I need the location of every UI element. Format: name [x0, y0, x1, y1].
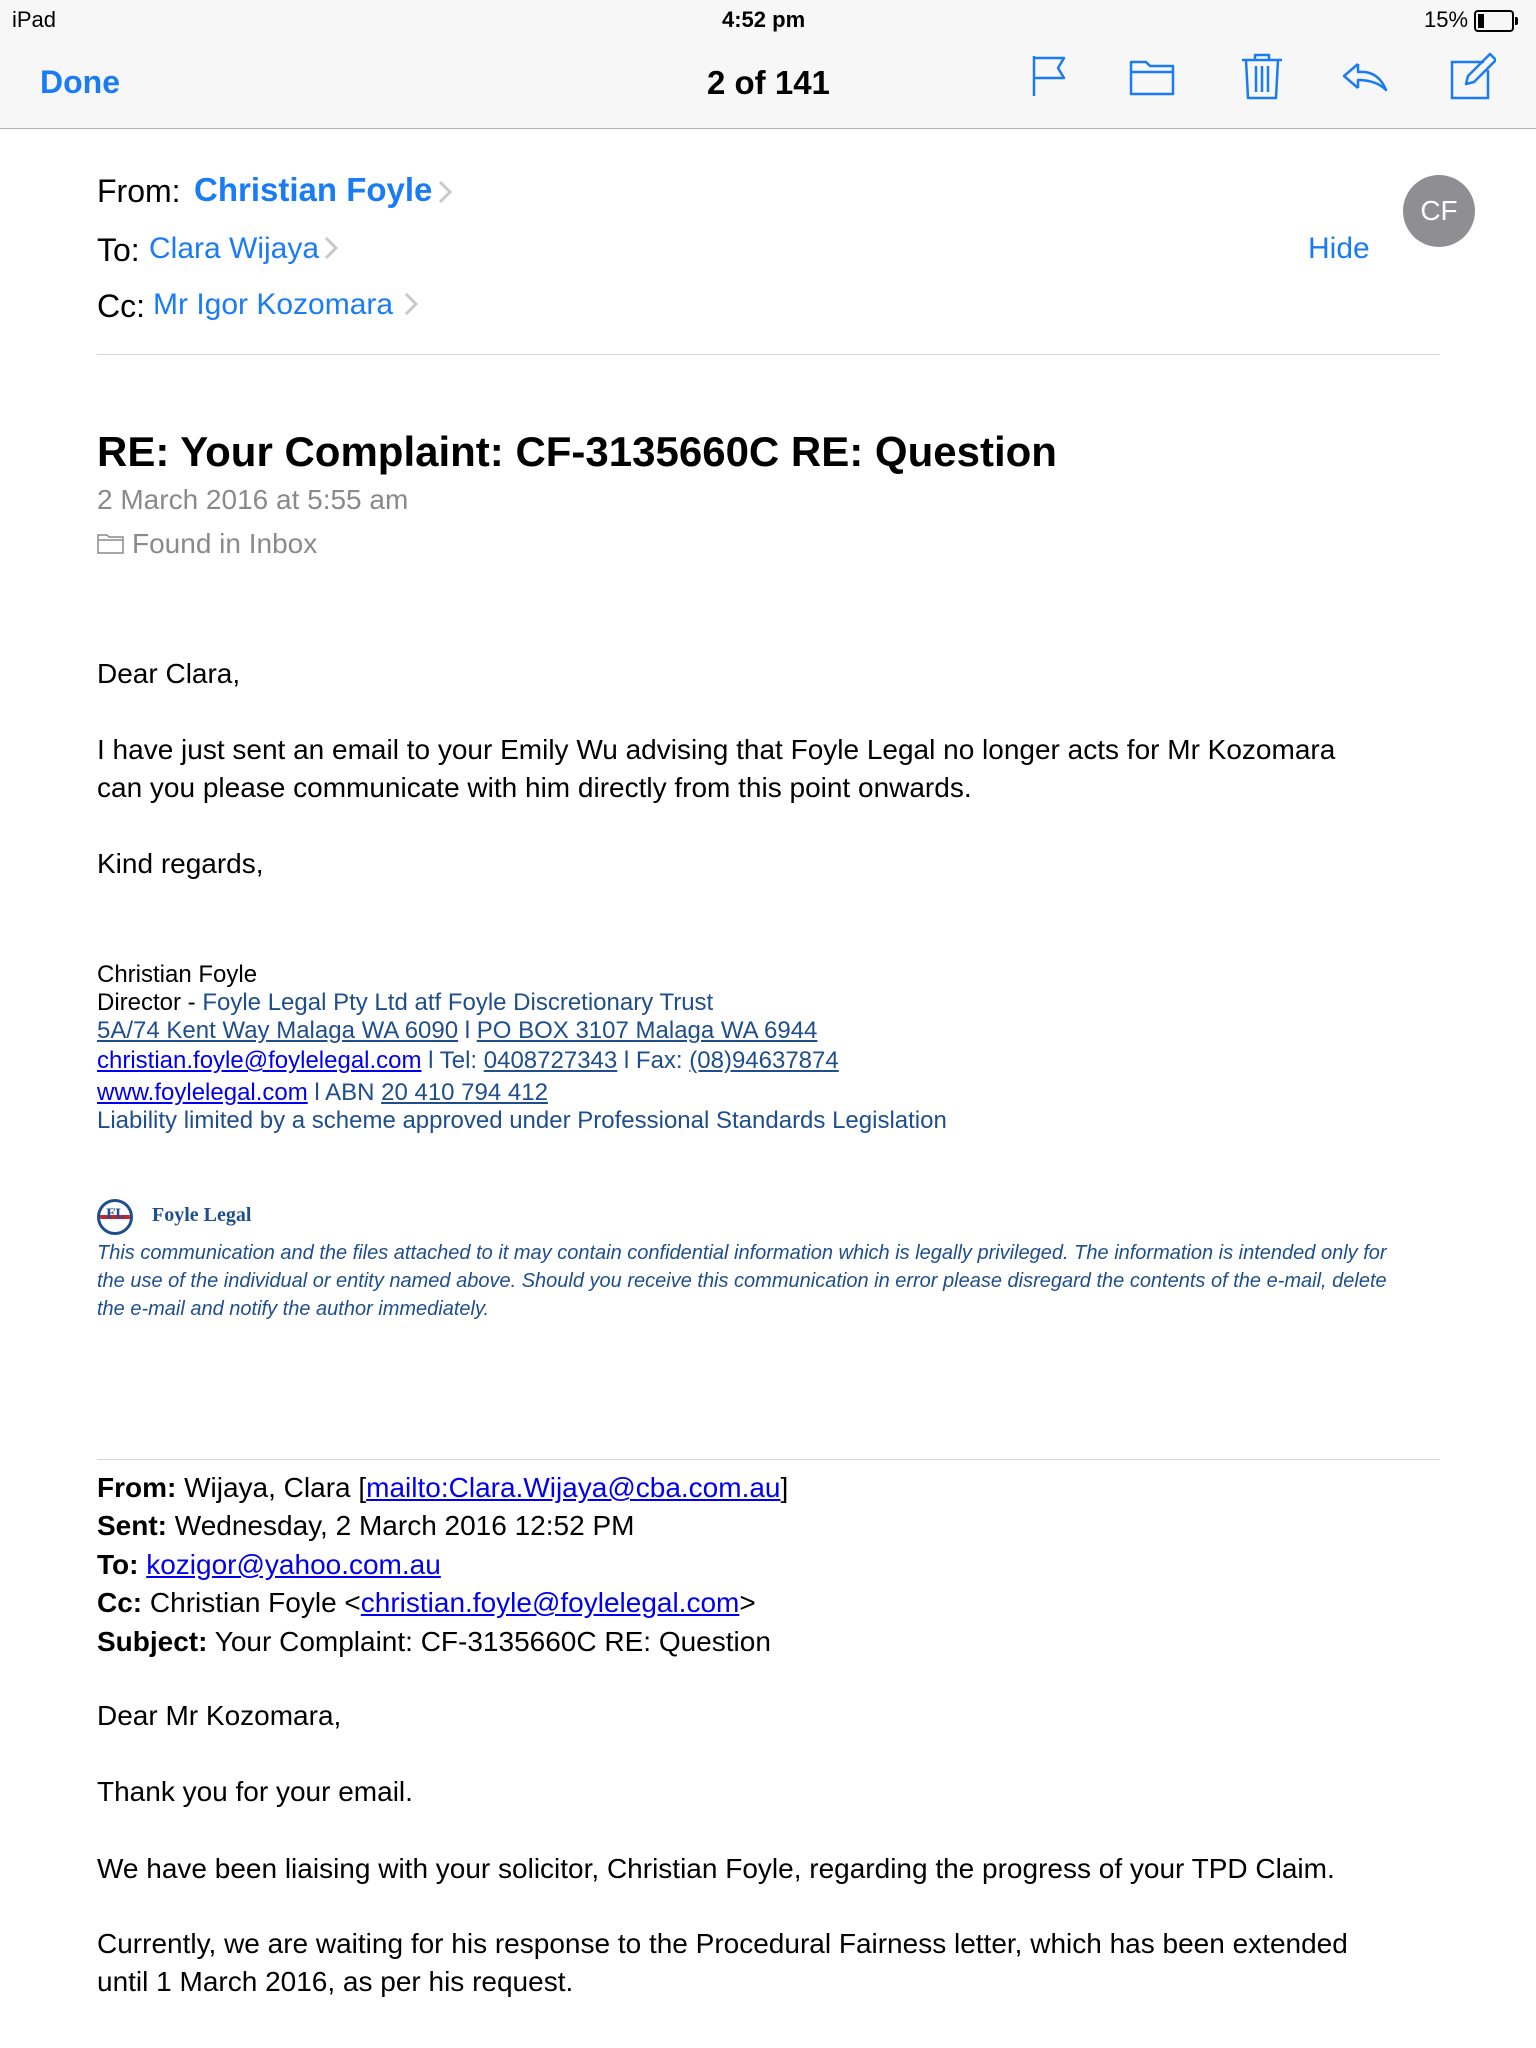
done-button[interactable]: Done: [40, 64, 120, 100]
quoted-subject-label: Subject:: [97, 1626, 208, 1657]
fax-link[interactable]: (08)94637874: [689, 1047, 839, 1074]
signature-web-line: [97, 1078, 548, 1107]
mailbox-location[interactable]: Found in Inbox: [132, 528, 318, 559]
quoted-to-label: To:: [97, 1549, 139, 1580]
bracket: ]: [780, 1472, 789, 1503]
quoted-sent-line: [97, 1507, 634, 1546]
compose-icon[interactable]: [1448, 52, 1496, 100]
fax-label: l Fax:: [617, 1047, 690, 1074]
status-time: 4:52 pm: [722, 7, 806, 32]
chevron-right-icon: [324, 236, 338, 260]
tel-label: l Tel:: [421, 1047, 484, 1074]
body-line: I have just sent an email to your Emily Wu advising that Foyle Legal no longer acts for Mr Kozomara: [97, 734, 1336, 765]
cc-recipient[interactable]: Mr Igor Kozomara: [153, 288, 394, 321]
quoted-greeting: Dear Mr Kozomara,: [97, 1700, 342, 1731]
battery-percent: 15%: [1424, 7, 1469, 32]
quoted-sent-label: Sent:: [97, 1510, 167, 1541]
chevron-right-icon: [438, 180, 452, 204]
trash-icon[interactable]: [1238, 52, 1286, 100]
bracket: >: [739, 1587, 756, 1618]
quoted-cc-email-link[interactable]: christian.foyle@foylelegal.com: [360, 1587, 740, 1618]
forward-divider: [97, 1459, 1440, 1460]
quoted-body-line: Thank you for your email.: [97, 1776, 413, 1807]
cc-label: Cc:: [97, 288, 145, 324]
to-label: To:: [97, 232, 140, 268]
signature-address-line: [97, 1016, 817, 1045]
avatar: CF: [1403, 175, 1475, 247]
quoted-from-name: Wijaya, Clara [: [176, 1472, 367, 1503]
quoted-body-line: until 1 March 2016, as per his request.: [97, 1966, 574, 1997]
website-link[interactable]: www.foylelegal.com: [97, 1079, 308, 1106]
quoted-subject-value: Your Complaint: CF-3135660C RE: Question: [207, 1626, 771, 1657]
from-sender[interactable]: Christian Foyle: [194, 171, 433, 208]
signature-title: Director -: [97, 989, 203, 1016]
body-line: can you please communicate with him directly from this point onwards.: [97, 772, 972, 803]
device-name: iPad: [12, 7, 57, 32]
separator: l: [458, 1017, 477, 1044]
quoted-from-line: [97, 1469, 788, 1508]
quoted-to-email-link[interactable]: kozigor@yahoo.com.au: [146, 1549, 441, 1580]
quoted-subject-line: [97, 1623, 771, 1662]
header-divider: [97, 354, 1440, 355]
quoted-from-email-link[interactable]: mailto:Clara.Wijaya@cba.com.au: [366, 1472, 781, 1503]
quoted-body-line: We have been liaising with your solicitor, Christian Foyle, regarding the progress of your TPD Claim.: [97, 1853, 1335, 1884]
message-date: 2 March 2016 at 5:55 am: [97, 484, 409, 515]
quoted-cc-name: Christian Foyle <: [142, 1587, 361, 1618]
abn-label: l ABN: [307, 1079, 382, 1106]
quoted-cc-label: Cc:: [97, 1587, 143, 1618]
greeting: Dear Clara,: [97, 658, 241, 689]
quoted-cc-line: [97, 1584, 756, 1623]
message-subject: RE: Your Complaint: CF-3135660C RE: Question: [97, 428, 1057, 475]
flag-icon[interactable]: [1026, 52, 1074, 100]
signature-name: Christian Foyle: [97, 961, 258, 988]
foyle-legal-logo: [97, 1199, 133, 1235]
po-box-link[interactable]: PO BOX 3107 Malaga WA 6944: [476, 1017, 818, 1044]
street-address-link[interactable]: 5A/74 Kent Way Malaga WA 6090: [97, 1017, 459, 1044]
signature-company: Foyle Legal Pty Ltd atf Foyle Discretionary Trust: [202, 989, 714, 1016]
battery-icon: [1474, 10, 1514, 32]
to-recipient[interactable]: Clara Wijaya: [149, 232, 320, 265]
chevron-right-icon: [404, 292, 418, 316]
email-link[interactable]: christian.foyle@foylelegal.com: [97, 1047, 422, 1074]
quoted-sent-value: Wednesday, 2 March 2016 12:52 PM: [167, 1510, 635, 1541]
folder-icon[interactable]: [1128, 52, 1176, 100]
abn-link[interactable]: 20 410 794 412: [381, 1079, 548, 1106]
closing: Kind regards,: [97, 848, 264, 879]
phone-link[interactable]: 0408727343: [483, 1047, 618, 1074]
logo-text: Foyle Legal: [152, 1204, 252, 1226]
signature-contact-line: [97, 1046, 839, 1075]
logo-initials: FL: [105, 1207, 125, 1222]
quoted-body-line: Currently, we are waiting for his response to the Procedural Fairness letter, which has been extended: [97, 1928, 1348, 1959]
toolbar: [0, 40, 1536, 129]
signature-title-line: [97, 988, 713, 1017]
folder-icon: [97, 533, 124, 554]
reply-icon[interactable]: [1340, 52, 1388, 100]
from-label: From:: [97, 173, 181, 209]
status-bar: [0, 0, 1536, 40]
liability-notice: Liability limited by a scheme approved under Professional Standards Legislation: [97, 1107, 947, 1134]
quoted-from-label: From:: [97, 1472, 177, 1503]
quoted-to-line: [97, 1546, 441, 1585]
hide-button[interactable]: Hide: [1308, 232, 1370, 265]
message-position: 2 of 141: [707, 64, 830, 101]
disclaimer: This communication and the files attached to it may contain confidential information which is legally privileged. The information is intended only for the use of the individual or entity named above. Should you receive this communication in error please disregard the contents of the e-mail, delete the e-mail and notify the author immediately.: [97, 1242, 1387, 1320]
